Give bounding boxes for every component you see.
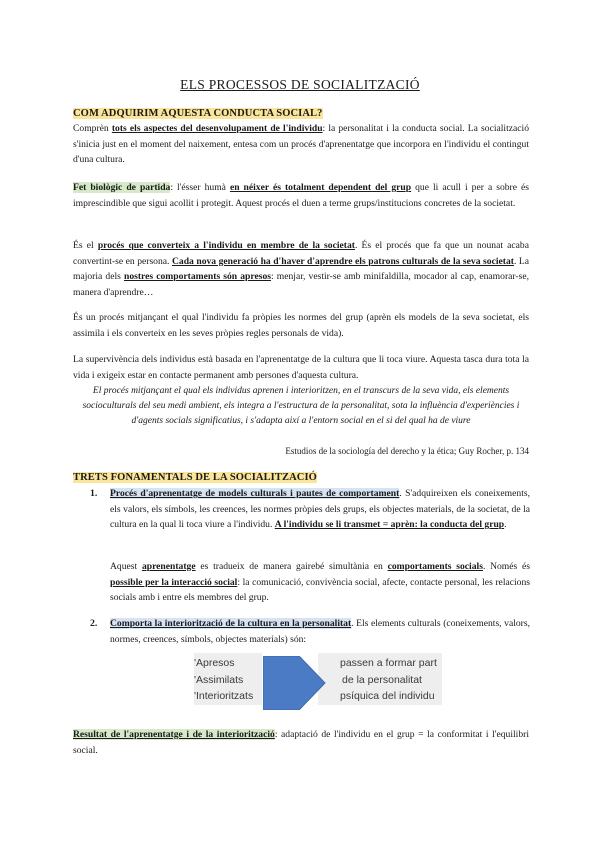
list-item-1-title: Procés d'aprenentatge de models culturals i pautes de comportament [110, 488, 400, 499]
diagram-left-item: 'Interioritzats [194, 690, 254, 702]
paragraph-2-emphasis: en néixer és totalment dependent del grup [229, 182, 412, 193]
section-heading-2 [73, 472, 317, 483]
diagram-left-item: 'Apresos [194, 657, 235, 669]
section-heading-1 [73, 108, 323, 119]
paragraph-3-text-e: . La majoria dels [73, 255, 529, 282]
section-heading-1-text: COM ADQUIRIM AQUESTA CONDUCTA SOCIAL? [73, 108, 323, 119]
list-item-1-emphasis-f: aprenentatge [141, 561, 196, 572]
paragraph-3-emphasis-2: Cada nova generació ha d'haver d'aprendre els patrons culturals de la seva societat [171, 255, 514, 267]
definition-quote: El procés mitjançant el qual els individus aprenen i interioritzen, en el transcurs de la seva vida, els elements socioculturals del seu medi ambient, els integra a l'estructura de la personalitat, sota la influència d'experiències i d'agents socials significatius, i s'adapta així a l'entorn social en el si del qual ha de viure [82, 386, 520, 426]
list-item-2-title: Comporta la interiorització de la cultura en la personalitat [110, 618, 352, 629]
list-item-2-text-b: . Els elements culturals (coneixements, valors, normes, creences, símbols, objectes materials) són: [110, 618, 530, 645]
paragraph-3 [73, 238, 529, 300]
section-heading-2-text: TRETS FONAMENTALS DE LA SOCIALITZACIÓ [73, 472, 317, 483]
list-number-1: 1. [90, 488, 98, 499]
paragraph-3-emphasis-1: procés que converteix a l'individu en membre de la societat [97, 240, 355, 251]
list-number-2: 2. [90, 618, 98, 629]
list-item-1-text-e: Aquest [110, 561, 142, 572]
paragraph-3-text-g: : menjar, vestir-se amb minifaldilla, mocador al cap, enamorar-se, manera d'aprendre… [73, 271, 529, 298]
diagram-arrow-icon [263, 656, 327, 710]
paragraph-1-text-c: : la personalitat i la conducta social. La socialització s'inicia just en el moment del naixement, entesa com un procés d'aprenentatge que incorpora en l'individu el contingut d'una cultura. [73, 123, 529, 165]
list-item-2 [110, 616, 530, 647]
paragraph-1-emphasis: tots els aspectes del desenvolupament de l'individu [111, 123, 323, 134]
paragraph-3-emphasis-3: nostres comportaments són apresos [123, 271, 271, 282]
paragraph-3-text-a: És el [73, 240, 98, 251]
paragraph-2-highlight: Fet biològic de partida [73, 182, 171, 193]
paragraph-2-text-b: : l'ésser humà [170, 182, 230, 193]
diagram-left-list [194, 655, 253, 705]
paragraph-1 [73, 121, 529, 168]
list-item-1-text-b: . S'adquireixen els coneixements, els valors, els símbols, les creences, les normes pròpies dels grups, els objectes materials, de la societat, de la cultura en la qual li toca viure a l'individu. [110, 488, 530, 530]
paragraph-4: És un procés mitjançant el qual l'individu fa pròpies les normes del grup (aprèn els models de la seva societat, els assimila i els converteix en les seves pròpies regles personals de vida). [73, 312, 529, 339]
diagram-right-list [340, 655, 437, 705]
list-item-1-emphasis-j: possible per la interacció social [110, 576, 238, 588]
result-title: Resultat de l'aprenentatge i de la interiorització [73, 729, 275, 740]
paragraph-2 [73, 180, 529, 211]
page-title: ELS PROCESSOS DE SOCIALITZACIÓ [180, 77, 420, 92]
paragraph-3-text-c: . És el procés que fa que un nounat acaba convertint-se en persona. [73, 240, 529, 267]
list-item-1-text-g: es tradueix de manera gairebé simultània en [195, 561, 388, 572]
result-text: : adaptació de l'individu en el grup = la conformitat i l'equilibri social. [73, 729, 530, 756]
diagram-right-item: psíquica del individu [340, 690, 435, 702]
list-item-1-text-k: : la comunicació, convivència social, afecte, contacte personal, les relacions socials amb i entre els membres del grup. [110, 576, 530, 603]
paragraph-5: La supervivència dels individus està basada en l'aprenentatge de la cultura que li toca viure. Aquesta tasca dura tota la vida i exigeix estar en contacte permanent amb persones d'aquesta cultura. [73, 354, 529, 381]
list-item-1-text-d: . [504, 519, 507, 530]
diagram-left-item: 'Assimilats [194, 673, 244, 686]
diagram-right-item: passen a formar part [340, 657, 437, 669]
result-paragraph [73, 727, 529, 758]
quote-citation: Estudios de la sociología del derecho y la ética; Guy Rocher, p. 134 [285, 446, 529, 456]
paragraph-2-text-d: que li acull i per a sobre és imprescindible que sigui acollit i protegit. Aquest procés el duen a terme grups/institucions concretes de la societat. [73, 182, 530, 209]
list-item-1-emphasis: A l'individu se li transmet = aprèn: la conducta del grup [274, 519, 505, 530]
diagram-right-item: de la personalitat [342, 673, 422, 686]
list-item-1-emphasis-h: comportaments socials [387, 561, 483, 572]
paragraph-1-text-a: Comprèn [73, 123, 112, 134]
list-item-1-paragraph-2 [110, 559, 530, 606]
list-item-1 [110, 486, 530, 533]
list-item-1-text-i: . Només és [482, 561, 531, 572]
